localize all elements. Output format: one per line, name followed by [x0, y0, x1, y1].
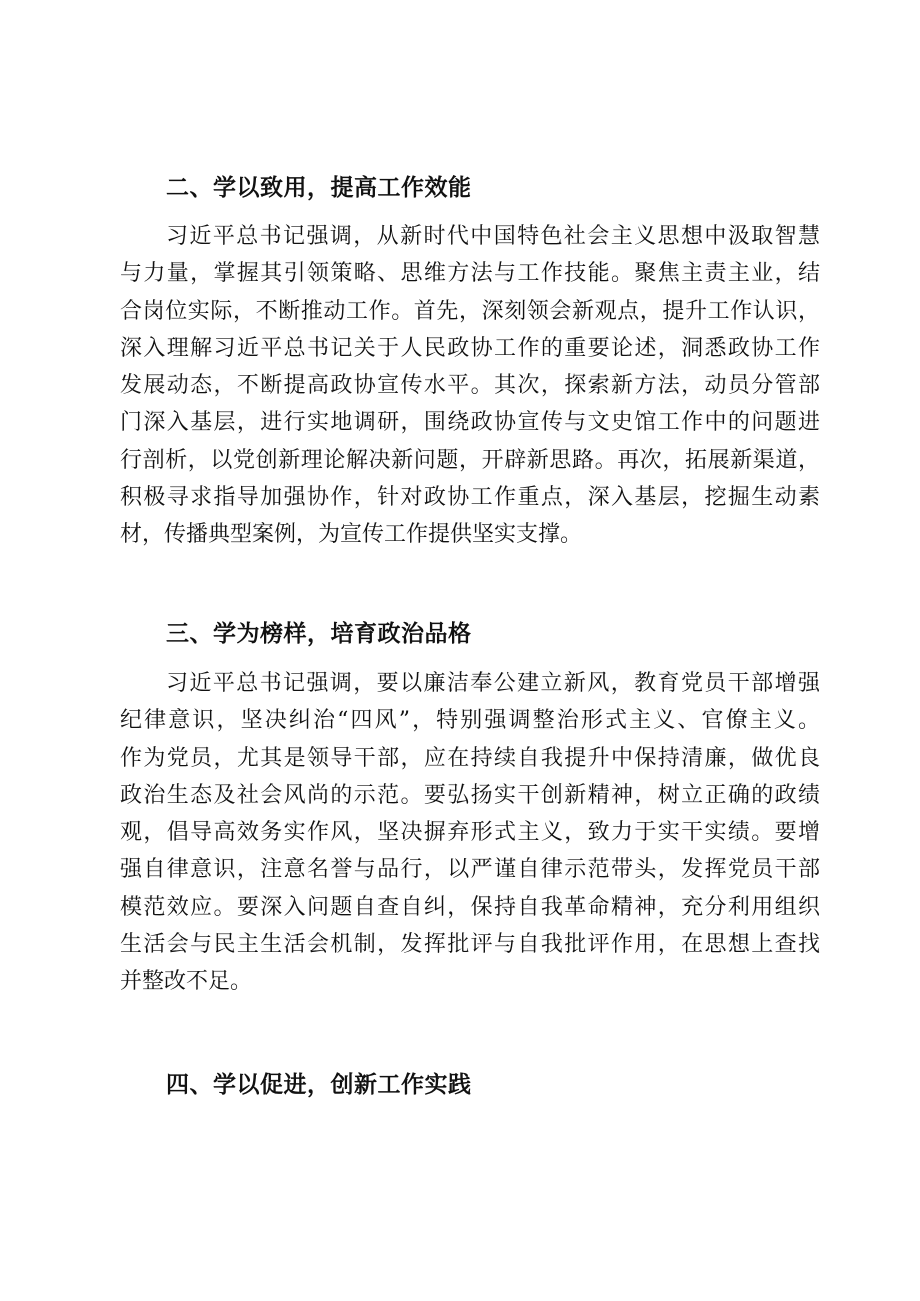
paragraph-line: 并整改不足。 [120, 969, 253, 995]
section-heading-2: 二、学以致用，提高工作效能 [166, 175, 472, 201]
paragraph-line: 深入理解习近平总书记关于人民政协工作的重要论述，洞悉政协工作 [120, 335, 820, 361]
section-heading-4: 四、学以促进，创新工作实践 [166, 1072, 472, 1098]
paragraph-line: 合岗位实际，不断推动工作。首先，深刻领会新观点，提升工作认识， [120, 298, 820, 324]
paragraph-line: 作为党员，尤其是领导干部，应在持续自我提升中保持清廉，做优良 [120, 745, 820, 771]
paragraph-line: 门深入基层，进行实地调研，围绕政协宣传与文史馆工作中的问题进 [120, 410, 820, 436]
paragraph-line: 政治生态及社会风尚的示范。要弘扬实干创新精神，树立正确的政绩 [120, 782, 820, 808]
section-heading-3: 三、学为榜样，培育政治品格 [166, 621, 472, 647]
paragraph-line: 强自律意识，注意名誉与品行，以严谨自律示范带头，发挥党员干部 [120, 857, 820, 883]
paragraph-line: 材，传播典型案例，为宣传工作提供坚实支撑。 [120, 522, 583, 548]
paragraph-line: 积极寻求指导加强协作，针对政协工作重点，深入基层，挖掘生动素 [120, 485, 820, 511]
section-2-paragraph [120, 218, 820, 554]
paragraph-line: 纪律意识，坚决纠治“四风”，特别强调整治形式主义、官僚主义。 [120, 708, 820, 734]
paragraph-line: 观，倡导高效务实作风，坚决摒弃形式主义，致力于实干实绩。要增 [120, 820, 820, 846]
paragraph-line: 与力量，掌握其引领策略、思维方法与工作技能。聚焦主责主业，结 [120, 261, 820, 287]
paragraph-line: 行剖析，以党创新理论解决新问题，开辟新思路。再次，拓展新渠道， [120, 447, 820, 473]
paragraph-line: 发展动态，不断提高政协宣传水平。其次，探索新方法，动员分管部 [120, 373, 820, 399]
paragraph-line: 生活会与民主生活会机制，发挥批评与自我批评作用，在思想上查找 [120, 932, 820, 958]
paragraph-line: 模范效应。要深入问题自查自纠，保持自我革命精神，充分利用组织 [120, 894, 820, 920]
section-3-paragraph [120, 665, 820, 1001]
paragraph-line: 习近平总书记强调，要以廉洁奉公建立新风，教育党员干部增强 [166, 671, 820, 696]
paragraph-line: 习近平总书记强调，从新时代中国特色社会主义思想中汲取智慧 [166, 224, 820, 249]
